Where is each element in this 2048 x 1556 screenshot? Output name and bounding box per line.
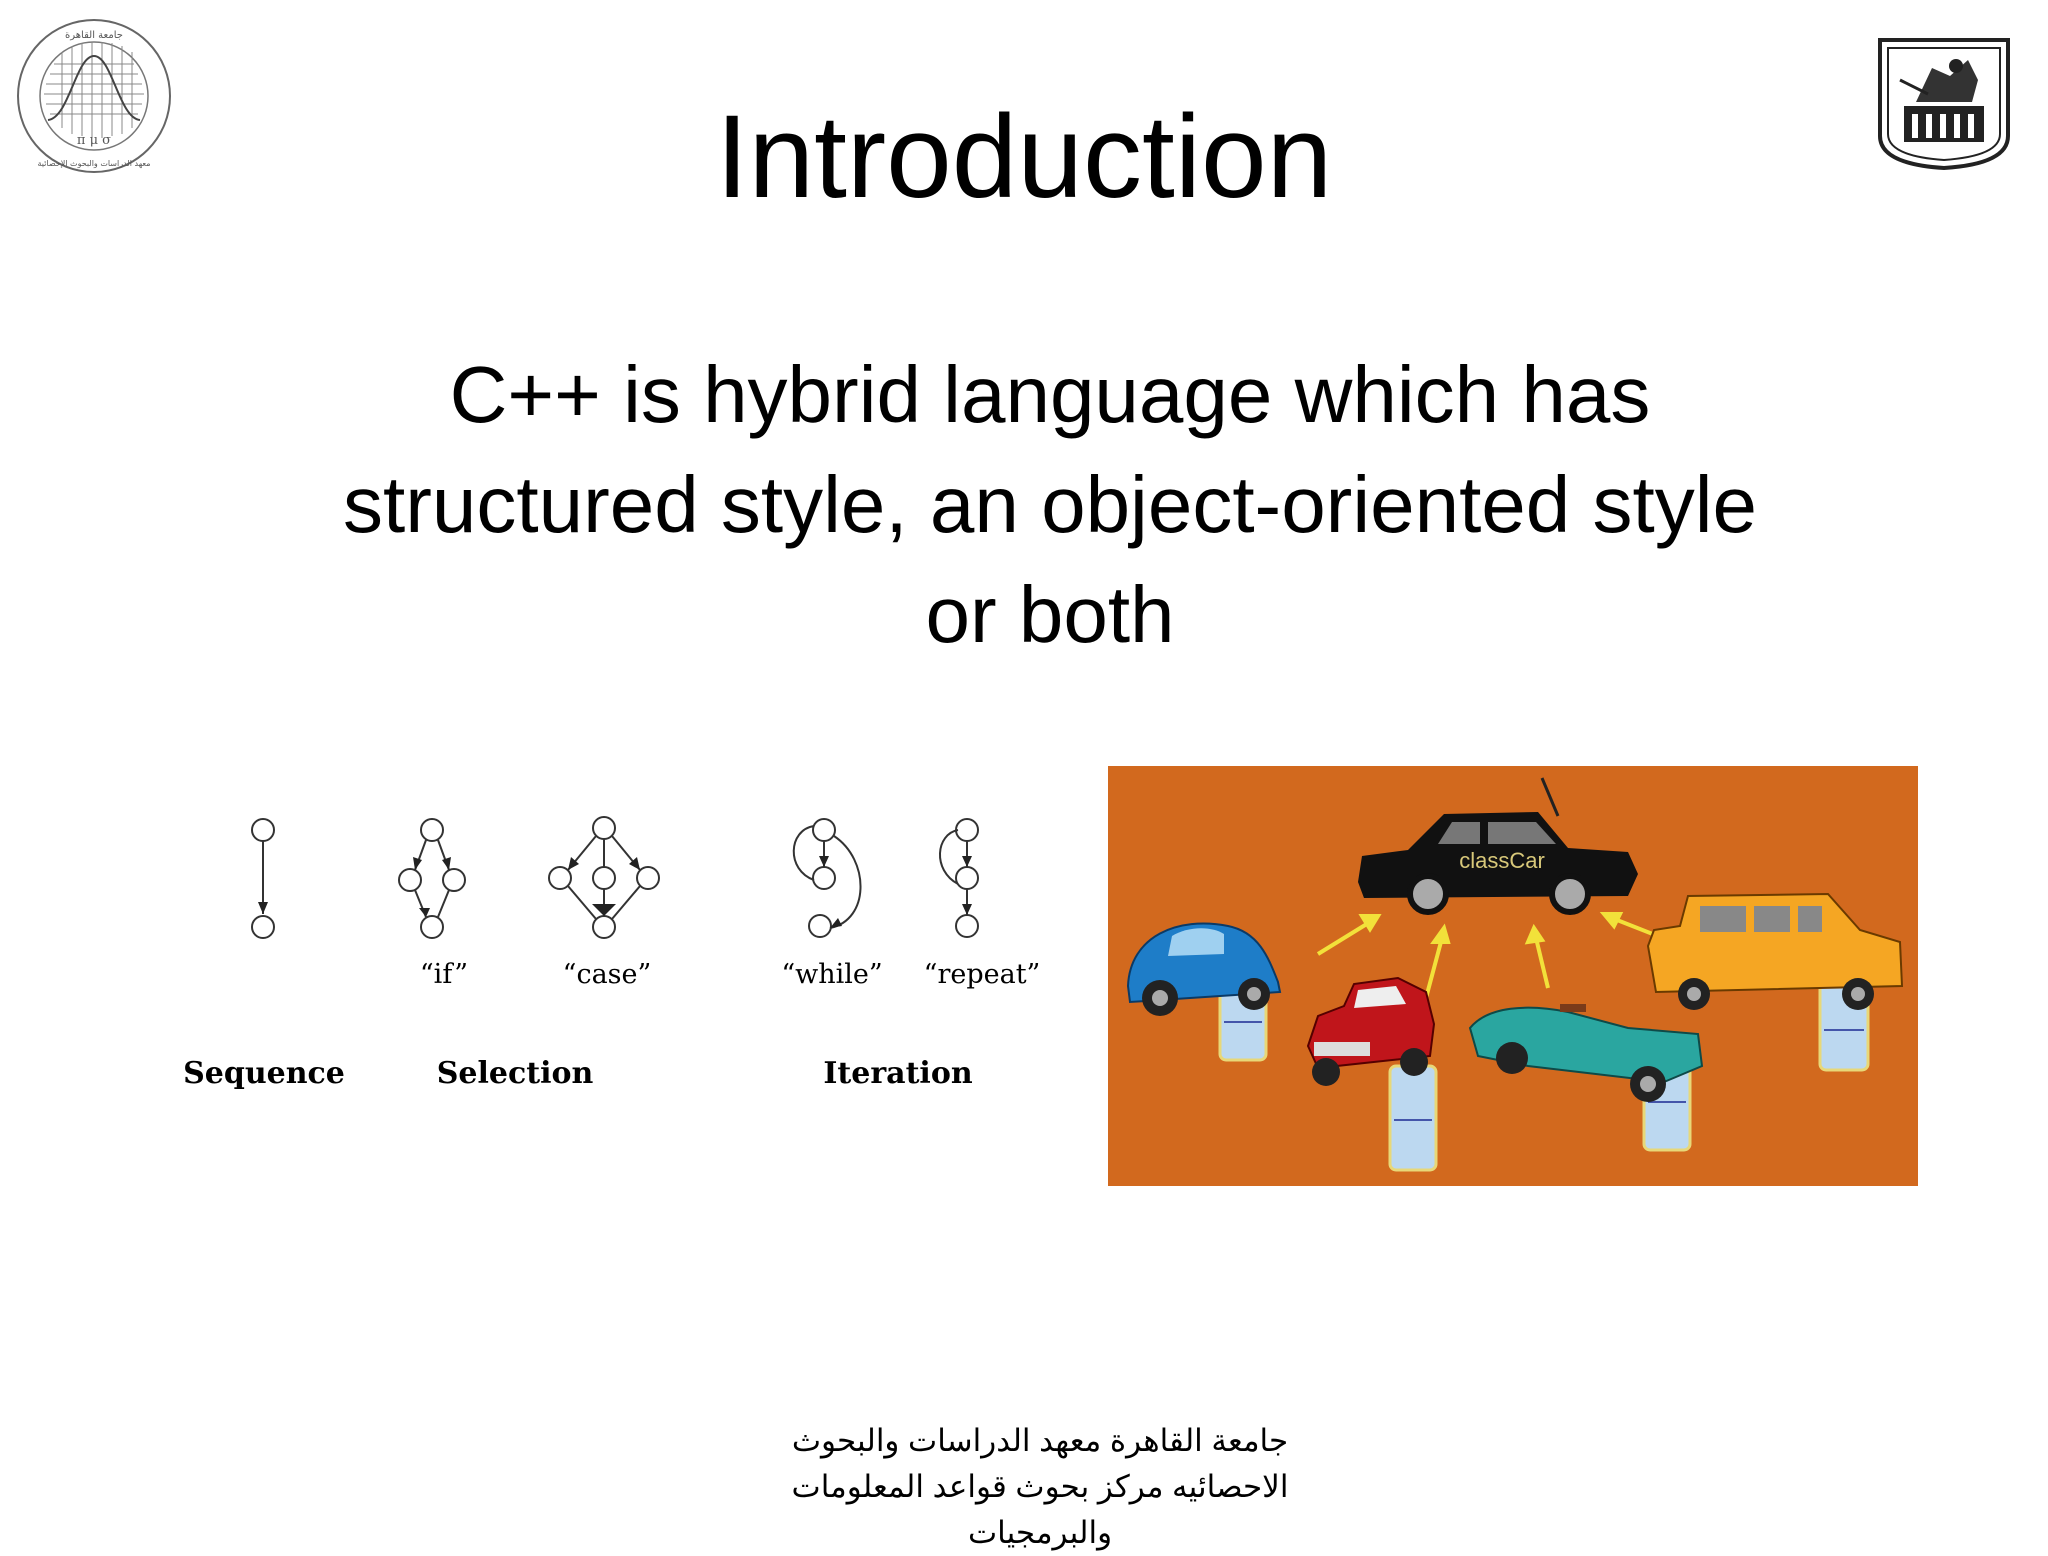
seal-top-text: جامعة القاهرة (65, 30, 123, 41)
footer-line: الاحصائيه مركز بحوث قواعد المعلومات (791, 1469, 1289, 1504)
sequence-label: Sequence (183, 1056, 345, 1091)
selection-label: Selection (436, 1056, 594, 1091)
slide-title: Introduction (715, 91, 1333, 223)
footer-line: والبرمجيات (967, 1515, 1113, 1550)
body-line: or both (925, 570, 1175, 659)
while-label: “while” (781, 959, 883, 990)
seal-greek-letters: π μ σ (76, 133, 112, 148)
case-label: “case” (562, 959, 652, 990)
repeat-label: “repeat” (923, 959, 1041, 990)
slide-footer (700, 1418, 1380, 1556)
footer-line: جامعة القاهرة معهد الدراسات والبحوث (791, 1423, 1289, 1458)
seal-bottom-text: معهد الدراسات والبحوث الإحصائية (37, 159, 151, 168)
body-line: structured style, an object-oriented style (342, 460, 1758, 549)
control-structures-diagram (180, 800, 1080, 1120)
body-line: C++ is hybrid language which has (449, 350, 1651, 439)
class-car-illustration (1108, 766, 1918, 1186)
class-car-label: classCar (1459, 848, 1545, 873)
if-label: “if” (419, 959, 469, 990)
slide-body (200, 340, 1900, 670)
iteration-label: Iteration (823, 1056, 973, 1091)
